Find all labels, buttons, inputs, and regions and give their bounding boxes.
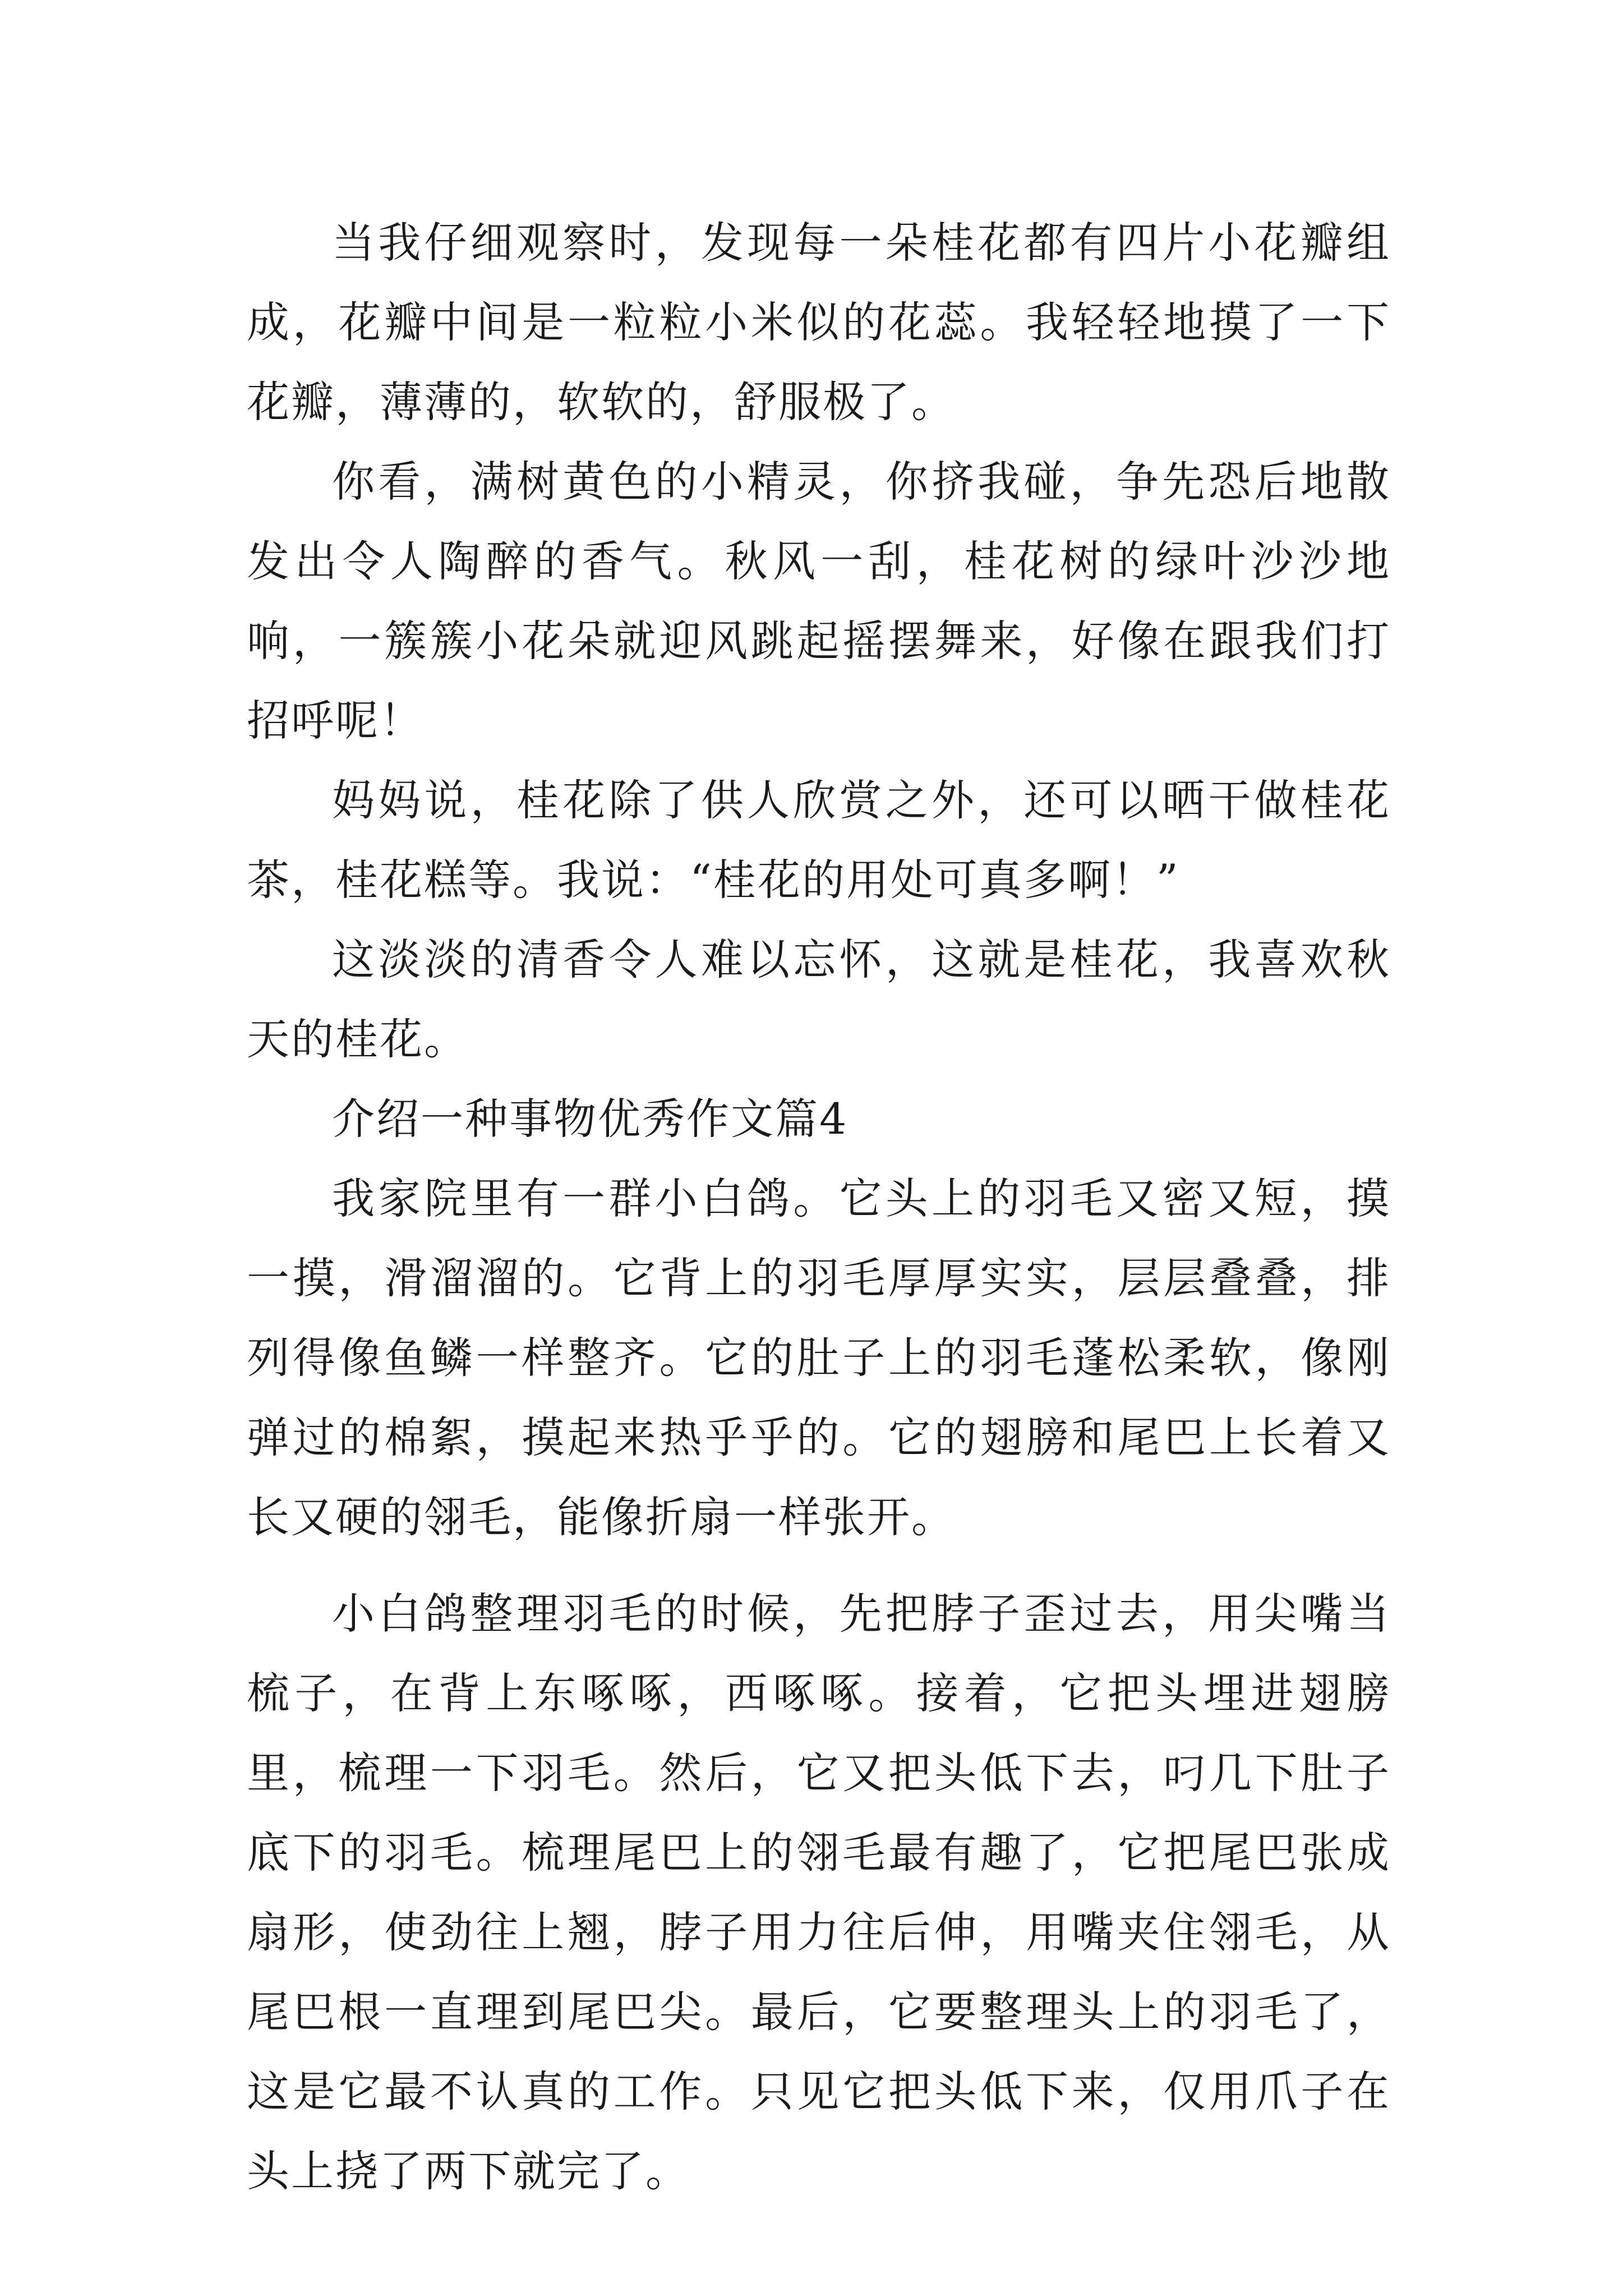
paragraph-pigeon-feathers: 我家院里有一群小白鸽。它头上的羽毛又密又短，摸一摸，滑溜溜的。它背上的羽毛厚厚实实，层层叠叠，排列得像鱼鳞一样整齐。它的肚子上的羽毛蓬松柔软，像刚弹过的棉絮，摸起来热乎乎的。它的翅膀和尾巴上长着又长又硬的翎毛，能像折扇一样张开。 — [247, 1174, 1391, 1542]
section-title: 介绍一种事物优秀作文篇4 — [332, 1094, 849, 1144]
paragraph-osmanthus-conclusion: 这淡淡的清香令人难以忘怀，这就是桂花，我喜欢秋天的桂花。 — [247, 935, 1391, 1064]
paragraph-pigeon-grooming: 小白鸽整理羽毛的时候，先把脖子歪过去，用尖嘴当梳子，在背上东啄啄，西啄啄。接着，它把头埋进翅膀里，梳理一下羽毛。然后，它又把头低下去，叼几下肚子底下的羽毛。梳理尾巴上的翎毛最有趣了，它把尾巴张成扇形，使劲往上翘，脖子用力往后伸，用嘴夹住翎毛，从尾巴根一直理到尾巴尖。最后，它要整理头上的羽毛了，这是它最不认真的工作。只见它把头低下来，仅用爪子在头上挠了两下就完了。 — [247, 1589, 1391, 2196]
document-body — [247, 203, 1391, 2211]
paragraph-osmanthus-fragrance: 你看，满树黄色的小精灵，你挤我碰，争先恐后地散发出令人陶醉的香气。秋风一刮，桂花树的绿叶沙沙地响，一簇簇小花朵就迎风跳起摇摆舞来，好像在跟我们打招呼呢！ — [247, 457, 1391, 746]
paragraph-osmanthus-uses: 妈妈说，桂花除了供人欣赏之外，还可以晒干做桂花茶，桂花糕等。我说：“桂花的用处可真多啊！” — [247, 775, 1391, 905]
paragraph-osmanthus-petals: 当我仔细观察时，发现每一朵桂花都有四片小花瓣组成，花瓣中间是一粒粒小米似的花蕊。我轻轻地摸了一下花瓣，薄薄的，软软的，舒服极了。 — [247, 218, 1391, 427]
